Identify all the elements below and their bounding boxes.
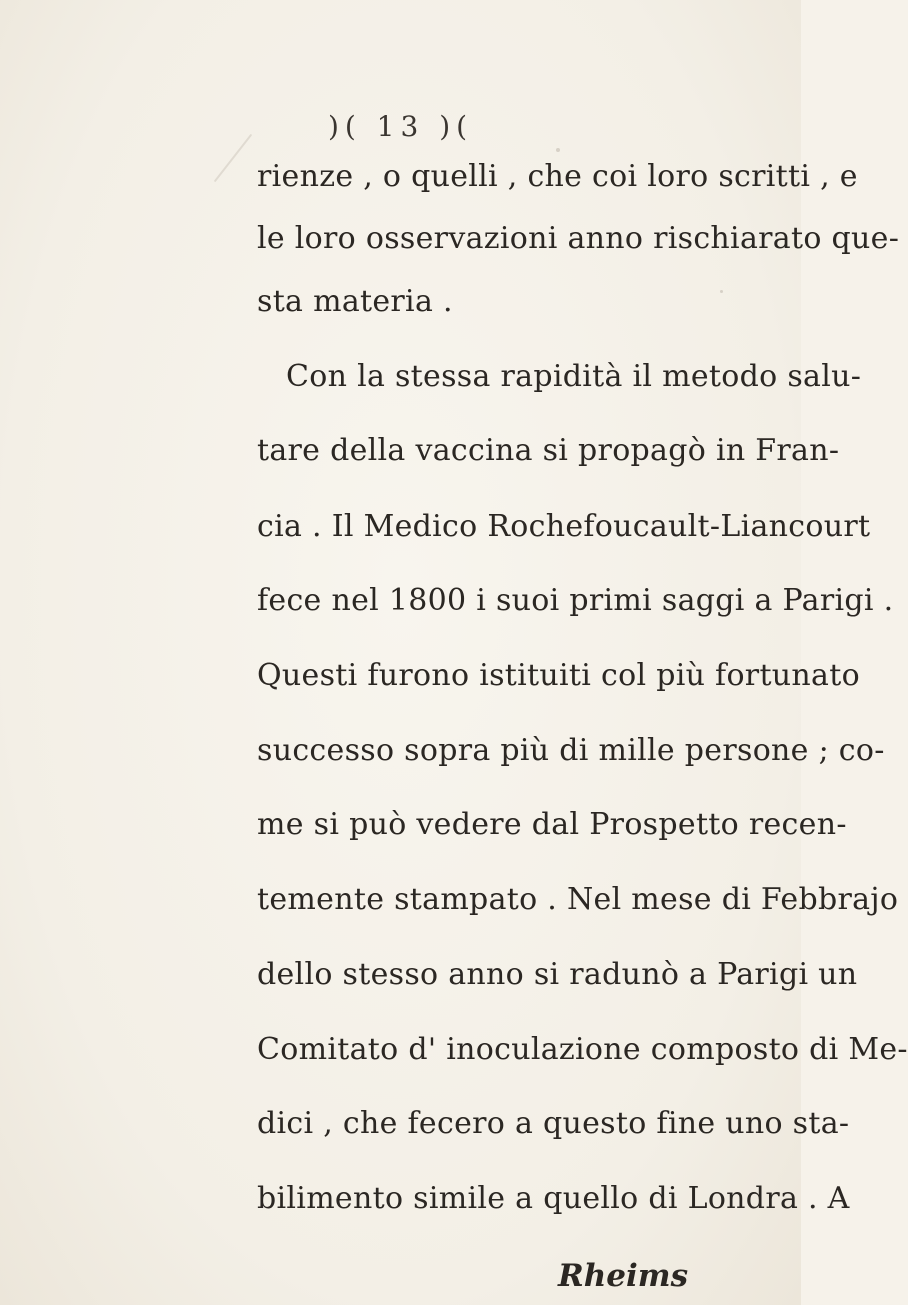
text-line-12: dello stesso anno si radunò a Parigi un <box>257 957 858 992</box>
text-line-15: bilimento simile a quello di Londra . A <box>257 1181 850 1216</box>
text-line-8: Questi furono istituiti col più fortunato <box>257 658 860 693</box>
paper-speck <box>556 148 560 152</box>
text-line-5: tare della vaccina si propagò in Fran- <box>257 433 840 468</box>
text-line-2: le loro osservazioni anno rischiarato que- <box>257 221 900 256</box>
text-line-3: sta materia . <box>257 284 453 319</box>
text-line-10: me si può vedere dal Prospetto recen- <box>257 807 847 842</box>
text-line-9: successo sopra più di mille persone ; co- <box>257 733 885 768</box>
paper-speck <box>720 290 723 293</box>
catchword: Rheims <box>558 1258 689 1294</box>
text-line-7: fece nel 1800 i suoi primi saggi a Parigi . <box>257 583 894 618</box>
text-line-1: rienze , o quelli , che coi loro scritti , e <box>257 159 858 194</box>
text-line-13: Comitato d' inoculazione composto di Me- <box>257 1032 908 1067</box>
text-line-14: dici , che fecero a questo fine uno sta- <box>257 1106 850 1141</box>
text-line-6: cia . Il Medico Rochefoucault-Liancourt <box>257 509 871 544</box>
text-line-11: temente stampato . Nel mese di Febbrajo <box>257 882 899 917</box>
text-line-4: Con la stessa rapidità il metodo salu- <box>286 359 862 394</box>
page-number-header: )( 13 )( <box>327 110 474 143</box>
